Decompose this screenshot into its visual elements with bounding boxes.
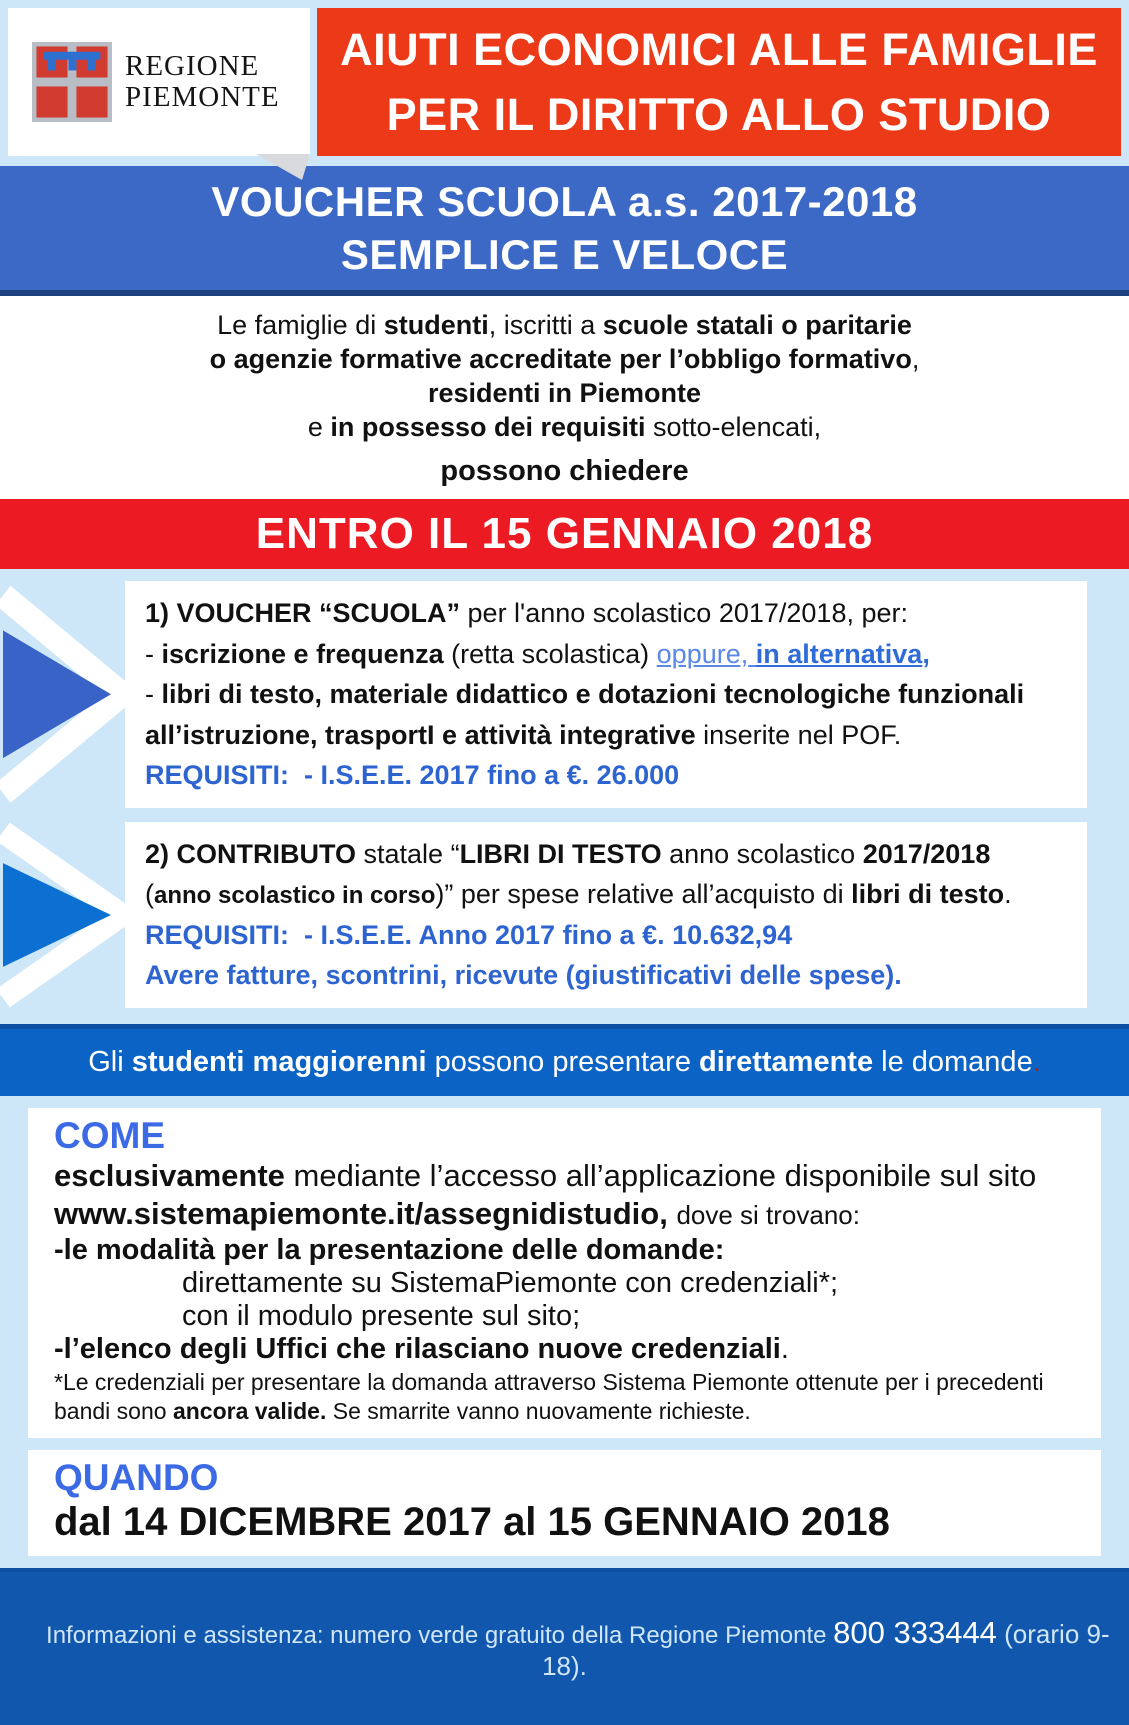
text-segment: libri di testo: [851, 879, 1005, 910]
text-segment: 800 333444: [833, 1615, 997, 1651]
quando-date: dal 14 DICEMBRE 2017 al 15 GENNAIO 2018: [54, 1500, 890, 1545]
voucher-scuola-banner: [0, 166, 1129, 296]
voucher-box-line: [145, 593, 1067, 634]
regione-piemonte-logo: [8, 8, 310, 156]
deadline-banner: ENTRO IL 15 GENNAIO 2018: [0, 499, 1129, 569]
quando-box: [28, 1450, 1101, 1557]
title-banner: [317, 8, 1121, 156]
text-segment: Gli: [88, 1045, 132, 1078]
text-segment: 2) CONTRIBUTO: [145, 838, 357, 869]
link-text[interactable]: in alternativa: [755, 638, 923, 669]
text-segment: .: [1004, 879, 1012, 910]
intro-closing: possono chiedere: [440, 454, 689, 487]
come-intro: [54, 1157, 1075, 1235]
text-segment: studenti maggiorenni: [131, 1045, 427, 1078]
text-segment: .: [780, 1333, 789, 1366]
text-segment: LIBRI DI TESTO: [459, 838, 662, 869]
text-segment: in possesso dei requisiti: [330, 411, 646, 442]
students-banner-text: [0, 1046, 1129, 1079]
voucher-box-line: [145, 634, 1067, 675]
text-segment: (retta scolastica): [443, 638, 657, 669]
text-segment: -: [145, 638, 162, 669]
text-segment: con il modulo presente sul sito;: [182, 1300, 581, 1333]
come-list-item: [54, 1234, 1075, 1267]
text-segment: libri di testo, materiale didattico e dotazioni tecnologiche funzionali all’istruzione, trasportI e attività integrative: [145, 679, 1032, 750]
text-segment: residenti in Piemonte: [427, 377, 702, 408]
text-segment: e: [307, 411, 331, 442]
come-list-item: [54, 1300, 1075, 1333]
logo-line-regione: REGIONE: [125, 49, 260, 82]
voucher-box-line: [145, 674, 1067, 755]
logo-line-piemonte: PIEMONTE: [125, 81, 280, 113]
options-section: [0, 569, 1129, 1024]
intro-line: [0, 410, 1129, 444]
text-segment: ancora valide.: [172, 1398, 327, 1425]
contributo-box-line: [145, 874, 1067, 915]
text-segment: , iscritti a: [488, 309, 603, 340]
speech-tail-decoration: [256, 154, 310, 180]
text-segment: -: [145, 679, 162, 710]
footer-assistance-bar: [0, 1568, 1129, 1725]
text-segment: studenti: [383, 309, 489, 340]
text-segment: Se smarrite vanno nuovamente richieste.: [326, 1398, 751, 1425]
text-segment: ,: [922, 638, 930, 669]
footer-text: [46, 1615, 1110, 1682]
contributo-box-requisiti: [145, 915, 1067, 956]
students-banner: [0, 1024, 1129, 1096]
text-segment: direttamente su SistemaPiemonte con credenziali*;: [182, 1267, 839, 1300]
text-segment: -le modalità per la presentazione delle domande:: [54, 1234, 725, 1267]
page-title-line2: PER IL DIRITTO ALLO STUDIO: [386, 89, 1052, 140]
text-segment: scuole statali o paritarie: [602, 309, 912, 340]
voucher-banner-line1: VOUCHER SCUOLA a.s. 2017-2018: [211, 178, 918, 225]
text-segment: iscrizione e frequenza: [161, 638, 444, 669]
text-segment: esclusivamente: [54, 1157, 285, 1193]
text-segment: direttamente: [699, 1045, 874, 1078]
text-segment: possono presentare: [426, 1045, 700, 1078]
intro-section: [0, 296, 1129, 500]
logo-text: [125, 51, 280, 114]
arrow-right-icon: [3, 581, 125, 808]
text-segment: per l'anno scolastico 2017/2018, per:: [460, 598, 908, 629]
arrow-right-icon: [3, 822, 125, 1008]
come-list-item: [54, 1267, 1075, 1300]
text-segment: REQUISITI: - I.S.E.E. 2017 fino a €. 26.000: [145, 760, 680, 791]
text-segment: Informazioni e assistenza: numero verde gratuito della Regione Piemonte: [46, 1622, 834, 1650]
text-segment: o agenzie formative accreditate per l’obbligo formativo: [209, 343, 912, 374]
text-segment: statale “: [356, 838, 460, 869]
link-text[interactable]: [748, 639, 756, 669]
text-segment: *Le credenziali per presentare la domanda attraverso Sistema Piemonte ottenute per i precedenti bandi sono: [54, 1369, 1050, 1425]
come-box: [28, 1108, 1101, 1438]
text-segment: dove si trovano:: [676, 1200, 860, 1231]
text-segment: le domande: [873, 1045, 1033, 1078]
text-segment: mediante l’accesso all’applicazione disponibile sul sito: [284, 1157, 1045, 1193]
text-segment: anno scolastico in corso: [154, 882, 436, 910]
text-segment: )” per spese relative all’acquisto di: [435, 879, 852, 910]
text-segment: sotto-elencati,: [645, 411, 822, 442]
quando-heading: QUANDO: [54, 1456, 219, 1498]
text-segment: -l’elenco degli Uffici che rilasciano nuove credenziali: [54, 1333, 781, 1366]
contributo-box-line: [145, 834, 1067, 875]
come-heading: COME: [54, 1114, 165, 1156]
text-segment: ,: [911, 343, 920, 374]
text-segment: REQUISITI: - I.S.E.E. Anno 2017 fino a €. 10.632,94: [145, 919, 793, 950]
text-segment: inserite nel POF.: [695, 719, 902, 750]
text-segment: (orario 9-18).: [542, 1619, 1110, 1682]
text-segment: 2017/2018: [862, 838, 991, 869]
intro-line: [0, 342, 1129, 376]
intro-line: [0, 308, 1129, 342]
text-segment: Avere fatture, scontrini, ricevute (giustificativi delle spese).: [145, 960, 902, 991]
come-list-item: [54, 1333, 1075, 1366]
text-segment: (: [145, 879, 154, 910]
voucher-banner-line2: SEMPLICE E VELOCE: [340, 230, 789, 278]
come-footnote: [54, 1368, 1075, 1426]
contributo-box: [125, 822, 1087, 1008]
page-title-line1: AIUTI ECONOMICI ALLE FAMIGLIE: [340, 23, 1098, 75]
text-segment: www.sistemapiemonte.it/assegnidistudio,: [54, 1196, 668, 1232]
voucher-box-requisiti: [145, 755, 1067, 796]
link-text[interactable]: oppure,: [656, 638, 749, 669]
text-segment: 1) VOUCHER “SCUOLA”: [145, 598, 461, 629]
text-segment: anno scolastico: [661, 838, 863, 869]
text-segment: Le famiglie di: [217, 309, 384, 340]
header: [8, 8, 1121, 156]
voucher-box: [125, 581, 1087, 808]
intro-line: [0, 376, 1129, 410]
text-segment: .: [1032, 1045, 1041, 1078]
flyer-page: [0, 8, 1129, 1682]
piemonte-shield-icon: [32, 42, 112, 122]
contributo-box-line: [145, 955, 1067, 996]
